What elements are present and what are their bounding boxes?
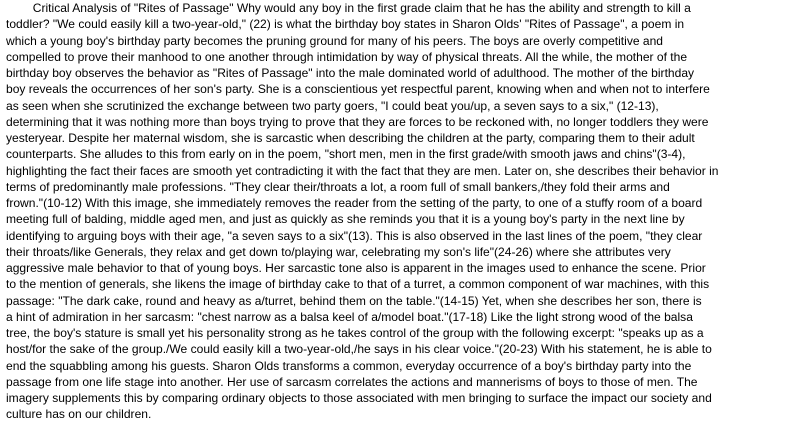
essay-line: passage from one life stage into another. Her use of sarcasm correlates the actions and mannerisms of boys to those of men. The <box>6 374 698 389</box>
essay-line: terms of predominantly male professions. "They clear their/throats a lot, a room full of small bankers,/they fold their arms and <box>6 179 670 194</box>
essay-line: to the mention of generals, she likens the image of birthday cake to that of a turret, a common component of war machines, with this <box>6 277 710 292</box>
essay-line: passage: "The dark cake, round and heavy as a/turret, behind them on the table."(14-15) Yet, when she describes her son, there is <box>6 293 702 308</box>
essay-line: toddler? "We could easily kill a two-year-old," (22) is what the birthday boy states in Sharon Olds' "Rites of Passage", a poem in <box>6 17 685 32</box>
essay-line: meeting full of balding, middle aged men, and just as quickly as she reminds you that it is a young boy's party in the next line by <box>6 212 685 227</box>
essay-line: frown."(10-12) With this image, she immediately removes the reader from the setting of the party, to one of a stuffy room of a board <box>6 196 703 210</box>
essay-line: compelled to prove their manhood to one another through intimidation by way of physical threats. All the while, the mother of the <box>6 49 688 64</box>
essay-line: imagery supplements this by comparing ordinary objects to those associated with men bringing to surface the impact our society and <box>6 391 712 405</box>
essay-line: a hint of admiration in her sarcasm: "chest narrow as a balsa keel of a/model boat."(17-18) Like the light strong wood of the balsa <box>6 309 693 324</box>
essay-line: identifying to arguing boys with their age, "a seven says to a six"(13). This is also observed in the last lines of the poem, "they clear <box>6 228 703 243</box>
essay-line: boy reveals the occurrences of her son's party. She is a conscientious yet respectful parent, knowing when and when not to interfere <box>6 82 710 97</box>
essay-line: tree, the boy's stature is small yet his personality strong as he takes control of the group with the following excerpt: "speaks up as a <box>6 326 704 340</box>
essay-line: counterparts. She alludes to this from early on in the poem, "short men, men in the first grade/with smooth jaws and chins"(3-4), <box>6 147 686 162</box>
essay-line: determining that it was nothing more than boys trying to prove that they are forces to be reckoned with, no longer toddlers they were <box>6 114 709 129</box>
essay-line: yesteryear. Despite her maternal wisdom, she is sarcastic when describing the children at the party, comparing them to their adult <box>6 131 695 145</box>
essay-line: host/for the sake of the group./We could easily kill a two-year-old,/he says in his clear voice."(20-23) With his statement, he is able to <box>6 342 712 357</box>
essay-line: as seen when she scrutinized the exchange between two party goers, "I could beat you/up, a seven says to a six," (12-13), <box>6 98 659 113</box>
essay-line: Critical Analysis of "Rites of Passage" Why would any boy in the first grade claim that he has the ability and strength to kill a <box>6 1 691 15</box>
essay-line: end the squabbling among his guests. Sharon Olds transforms a common, everyday occurrence of a boy's birthday party into the <box>6 358 692 373</box>
essay-line: culture has on our children. <box>6 407 152 422</box>
essay-line: highlighting the fact their faces are smooth yet contradicting it with the fact that they are men. Later on, she describes their behavior in <box>6 163 719 178</box>
essay-line: birthday boy observes the behavior as "Rites of Passage" into the male dominated world of adulthood. The mother of the birthday <box>6 66 695 80</box>
essay-line: which a young boy's birthday party becomes the pruning ground for many of his peers. The boys are overly competitive and <box>6 33 663 48</box>
essay-body <box>6 0 794 423</box>
essay-line: their throats/like Generals, they relax and get down to/playing war, celebrating my son's life"(24-26) where she attributes very <box>6 244 671 259</box>
essay-line: aggressive male behavior to that of young boys. Her sarcastic tone also is apparent in the images used to enhance the scene. Prior <box>6 261 706 275</box>
